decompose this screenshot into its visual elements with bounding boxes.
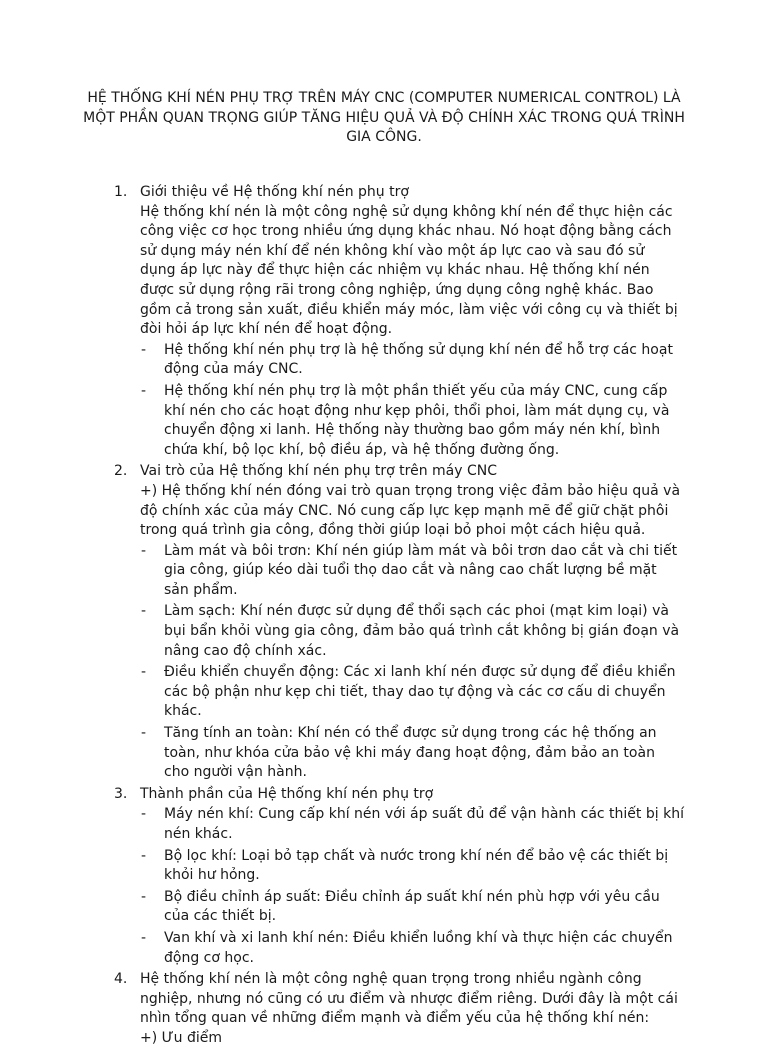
bullet-dash: - bbox=[141, 664, 147, 681]
bullet-item bbox=[141, 341, 684, 380]
bullet-dash: - bbox=[141, 888, 147, 905]
bullet-text: Hệ thống khí nén phụ trợ là một phần thiết yếu của máy CNC, cung cấp khí nén cho các hoạt động như kẹp phôi, thổi phoi, làm mát dụng cụ, và chuyển động xi lanh. Hệ thống này thường bao gồm máy nén khí, bình chứa khí, bộ lọc khí, bộ điều áp, và hệ thống đường ống. bbox=[164, 382, 670, 458]
section-number: 1. bbox=[114, 184, 128, 200]
bullet-dash: - bbox=[141, 806, 147, 823]
section-heading: Hệ thống khí nén là một công nghệ quan trọng trong nhiều ngành công nghiệp, nhưng nó cũng có ưu điểm và nhược điểm riêng. Dưới đây là một cái nhìn tổng quan về những điểm mạnh và điểm yếu của hệ thống khí nén: bbox=[140, 971, 678, 1027]
bullet-dash: - bbox=[141, 603, 147, 620]
bullet-dash: - bbox=[141, 847, 147, 864]
bullet-text: Làm mát và bôi trơn: Khí nén giúp làm mát và bôi trơn dao cắt và chi tiết gia công, giúp kéo dài tuổi thọ dao cắt và nâng cao chất lượng bề mặt sản phẩm. bbox=[164, 542, 678, 598]
bullet-dash: - bbox=[141, 542, 147, 559]
bullet-item bbox=[141, 724, 684, 783]
bullet-text: Tăng tính an toàn: Khí nén có thể được sử dụng trong các hệ thống an toàn, như khóa cửa bảo vệ khi máy đang hoạt động, đảm bảo an toàn cho người vận hành. bbox=[164, 725, 657, 781]
section-4 bbox=[114, 970, 684, 1048]
bullet-text: Van khí và xi lanh khí nén: Điều khiển luồng khí và thực hiện các chuyển động cơ học. bbox=[164, 929, 673, 966]
bullet-item bbox=[141, 805, 684, 844]
bullet-item bbox=[141, 847, 684, 886]
document-title: HỆ THỐNG KHÍ NÉN PHỤ TRỢ TRÊN MÁY CNC (COMPUTER NUMERICAL CONTROL) LÀ MỘT PHẦN QUAN TRỌNG GIÚP TĂNG HIỆU QUẢ VÀ ĐỘ CHÍNH XÁC TRONG QUÁ TRÌNH GIA CÔNG. bbox=[83, 90, 685, 145]
bullet-text: Làm sạch: Khí nén được sử dụng để thổi sạch các phoi (mạt kim loại) và bụi bẩn khỏi vùng gia công, đảm bảo quá trình cắt không bị gián đoạn và nâng cao độ chính xác. bbox=[164, 603, 680, 659]
section-heading: Vai trò của Hệ thống khí nén phụ trợ trên máy CNC bbox=[140, 463, 498, 480]
bullet-text: Điều khiển chuyển động: Các xi lanh khí nén được sử dụng để điều khiển các bộ phận như kẹp chi tiết, thay dao tự động và các cơ cấu di chuyển khác. bbox=[164, 664, 676, 720]
numbered-list bbox=[114, 183, 684, 1049]
bullet-dash: - bbox=[141, 341, 147, 358]
bullet-item bbox=[141, 542, 684, 601]
section-paragraph: +) Ưu điểm bbox=[140, 1029, 223, 1046]
bullet-item bbox=[141, 382, 684, 460]
section-3 bbox=[114, 785, 684, 968]
section-1 bbox=[114, 183, 684, 460]
bullet-text: Bộ lọc khí: Loại bỏ tạp chất và nước trong khí nén để bảo vệ các thiết bị khỏi hư hỏng. bbox=[164, 847, 669, 884]
bullet-item bbox=[141, 663, 684, 722]
bullet-item bbox=[141, 602, 684, 661]
bullet-dash: - bbox=[141, 929, 147, 946]
bullet-text: Máy nén khí: Cung cấp khí nén với áp suất đủ để vận hành các thiết bị khí nén khác. bbox=[164, 806, 684, 842]
section-heading: Thành phần của Hệ thống khí nén phụ trợ bbox=[140, 785, 434, 802]
bullet-list bbox=[140, 341, 684, 461]
bullet-dash: - bbox=[141, 382, 147, 399]
bullet-list bbox=[140, 805, 684, 968]
section-number: 2. bbox=[114, 463, 128, 480]
bullet-item bbox=[141, 888, 684, 927]
bullet-text: Hệ thống khí nén phụ trợ là hệ thống sử dụng khí nén để hỗ trợ các hoạt động của máy CNC. bbox=[164, 341, 673, 378]
bullet-dash: - bbox=[141, 725, 147, 742]
section-number: 3. bbox=[114, 785, 128, 802]
bullet-list bbox=[140, 542, 684, 783]
section-2 bbox=[114, 462, 684, 783]
bullet-item bbox=[141, 929, 684, 968]
section-heading: Giới thiệu về Hệ thống khí nén phụ trợ bbox=[140, 184, 409, 200]
section-paragraph: +) Hệ thống khí nén đóng vai trò quan trọng trong việc đảm bảo hiệu quả và độ chính xác của máy CNC. Nó cung cấp lực kẹp mạnh mẽ để giữ chặt phôi trong quá trình gia công, đồng thời giúp loại bỏ phoi một cách hiệu quả. bbox=[140, 482, 681, 539]
bullet-text: Bộ điều chỉnh áp suất: Điều chỉnh áp suất khí nén phù hợp với yêu cầu của các thiết bị. bbox=[164, 888, 660, 925]
section-number: 4. bbox=[114, 971, 128, 988]
section-paragraph: Hệ thống khí nén là một công nghệ sử dụng không khí nén để thực hiện các công việc cơ học trong nhiều ứng dụng khác nhau. Nó hoạt động bằng cách sử dụng máy nén khí để nén không khí vào một áp lực cao và sau đó sử dụng áp lực này để thực hiện các nhiệm vụ khác nhau. Hệ thống khí nén được sử dụng rộng rãi trong công nghiệp, ứng dụng công nghệ khác. Bao gồm cả trong sản xuất, điều khiển máy móc, làm việc với công cụ và thiết bị đòi hỏi áp lực khí nén để hoạt động. bbox=[140, 203, 678, 338]
